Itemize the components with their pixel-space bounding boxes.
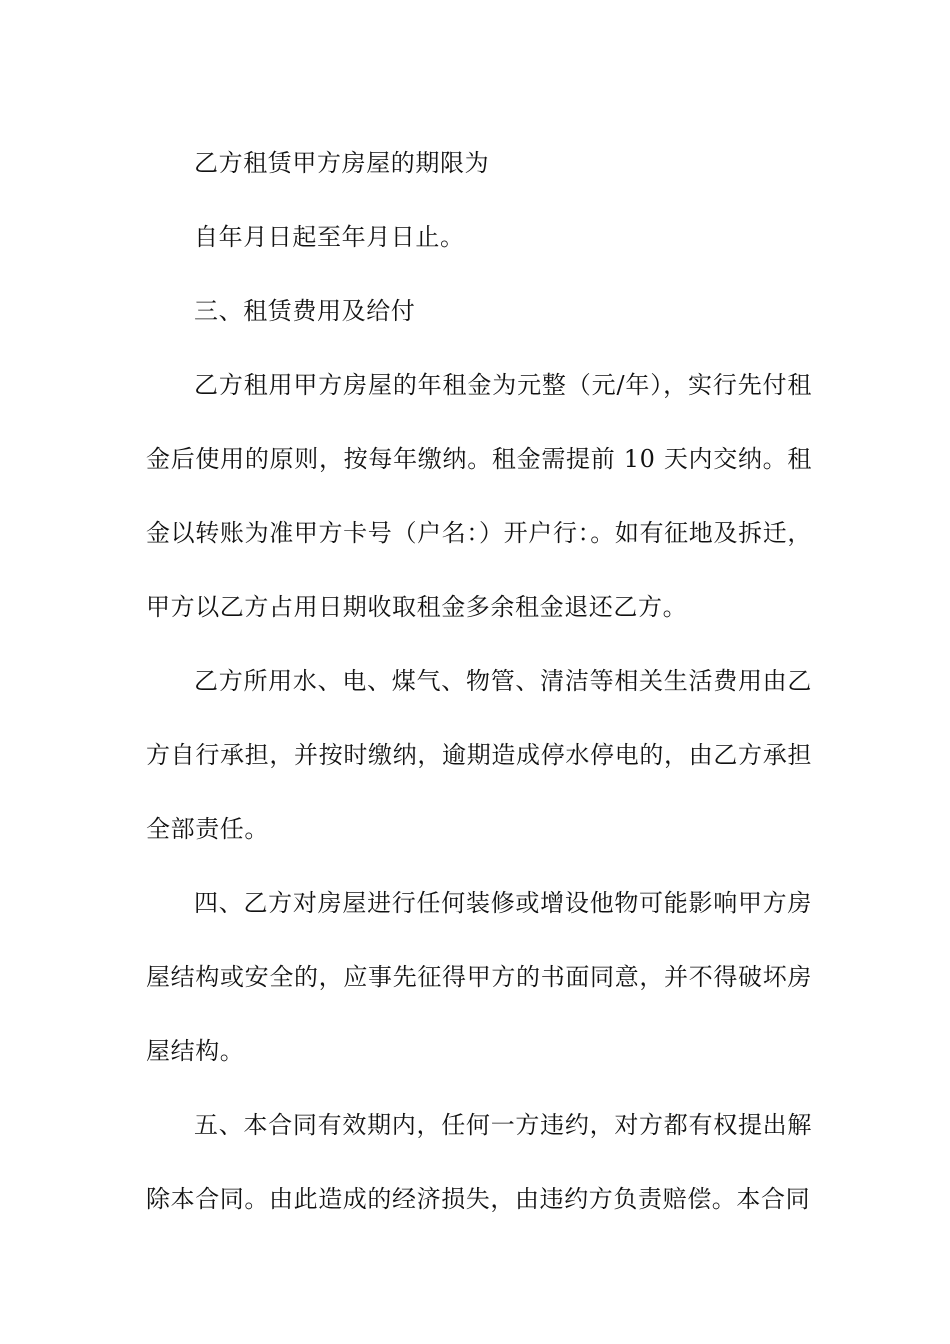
paragraph-lease-dates: 自年月日起至年月日止。 bbox=[194, 223, 465, 251]
paragraph-utility-costs: 乙方所用水、电、煤气、物管、清洁等相关生活费用由乙方自行承担，并按时缴纳，逾期造成停水停电的，由乙方承担全部责任。 bbox=[146, 667, 812, 843]
paragraph-lease-term: 乙方租赁甲方房屋的期限为 bbox=[194, 149, 490, 177]
paragraph-renovation-clause: 四、乙方对房屋进行任何装修或增设他物可能影响甲方房屋结构或安全的，应事先征得甲方的书面同意，并不得破坏房屋结构。 bbox=[146, 889, 812, 1065]
document-body bbox=[146, 126, 812, 1236]
paragraph-breach-clause: 五、本合同有效期内，任何一方违约，对方都有权提出解除本合同。由此造成的经济损失，由违约方负责赔偿。本合同 bbox=[146, 1111, 812, 1213]
section-heading-rent-payment: 三、租赁费用及给付 bbox=[194, 297, 416, 325]
paragraph-annual-rent: 乙方租用甲方房屋的年租金为元整（元/年），实行先付租金后使用的原则，按每年缴纳。租金需提前 10 天内交纳。租金以转账为准甲方卡号（户名：）开户行：。如有征地及拆迁，甲方以乙方占用日期收取租金多余租金退还乙方。 bbox=[146, 371, 812, 621]
